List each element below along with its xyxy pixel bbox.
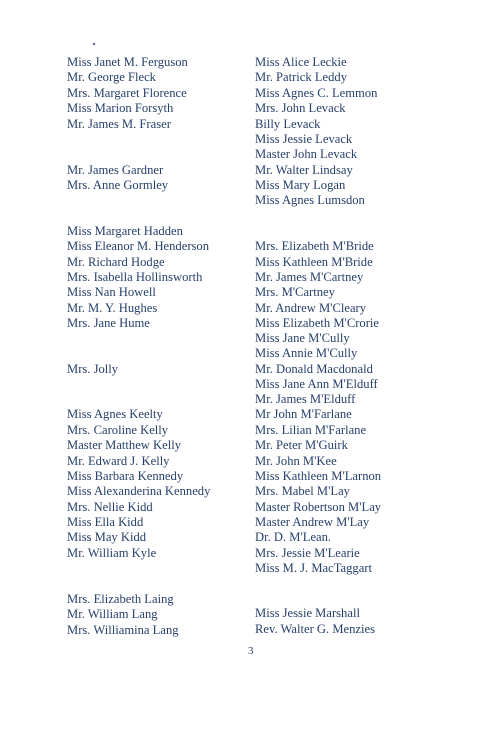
list-item: Mrs. Jolly bbox=[67, 362, 119, 376]
list-item: Dr. D. M'Lean. bbox=[255, 530, 332, 544]
list-item: Mr. Andrew M'Cleary bbox=[255, 301, 367, 315]
list-item: Mrs. Williamina Lang bbox=[67, 623, 179, 637]
list-item: Mrs. Margaret Florence bbox=[67, 86, 187, 100]
list-item: Miss Nan Howell bbox=[67, 285, 156, 299]
list-item: Miss Agnes C. Lemmon bbox=[255, 86, 378, 100]
list-item: Miss Alexanderina Kennedy bbox=[67, 484, 211, 498]
list-item: Mr. M. Y. Hughes bbox=[67, 301, 158, 315]
list-item: Mr. James Gardner bbox=[67, 163, 164, 177]
list-item: Mrs. Elizabeth M'Bride bbox=[255, 239, 374, 253]
list-item: Master Andrew M'Lay bbox=[255, 515, 370, 529]
list-item: Mr. Peter M'Guirk bbox=[255, 438, 348, 452]
list-item: Mrs. Anne Gormley bbox=[67, 178, 169, 192]
list-item: Miss Barbara Kennedy bbox=[67, 469, 184, 483]
list-item: Mr. William Lang bbox=[67, 607, 158, 621]
list-item: Mrs. Caroline Kelly bbox=[67, 423, 169, 437]
page-number: 3 bbox=[248, 645, 254, 657]
list-item: Mrs. M'Cartney bbox=[255, 285, 335, 299]
list-item: Mr. Patrick Leddy bbox=[255, 70, 347, 84]
list-item: Mr. George Fleck bbox=[67, 70, 156, 84]
list-item: Miss Margaret Hadden bbox=[67, 224, 183, 238]
list-item: Mr. James M'Cartney bbox=[255, 270, 364, 284]
list-item: Mrs. Nellie Kidd bbox=[67, 500, 153, 514]
list-item: Mr. Walter Lindsay bbox=[255, 163, 353, 177]
list-item: Miss Jane M'Cully bbox=[255, 331, 350, 345]
list-item: Mrs. Mabel M'Lay bbox=[255, 484, 350, 498]
list-item: Mr. James M. Fraser bbox=[67, 117, 171, 131]
list-item: Miss Marion Forsyth bbox=[67, 101, 174, 115]
list-item: Mr John M'Farlane bbox=[255, 407, 352, 421]
list-item: Miss Jane Ann M'Elduff bbox=[255, 377, 378, 391]
list-item: Mrs. Jane Hume bbox=[67, 316, 150, 330]
list-item: Mr. Donald Macdonald bbox=[255, 362, 373, 376]
list-item: Miss Annie M'Cully bbox=[255, 346, 358, 360]
list-item: Miss Mary Logan bbox=[255, 178, 346, 192]
list-item: Miss Jessie Levack bbox=[255, 132, 353, 146]
list-item: Mr. James M'Elduff bbox=[255, 392, 356, 406]
list-item: Mrs. Isabella Hollinsworth bbox=[67, 270, 203, 284]
list-item: Miss May Kidd bbox=[67, 530, 147, 544]
list-item: Rev. Walter G. Menzies bbox=[255, 622, 375, 636]
list-item: Billy Levack bbox=[255, 117, 321, 131]
list-item: Miss Janet M. Ferguson bbox=[67, 55, 188, 69]
list-item: Master John Levack bbox=[255, 147, 358, 161]
list-item: Miss Ella Kidd bbox=[67, 515, 144, 529]
list-item: Miss Agnes Lumsdon bbox=[255, 193, 365, 207]
list-item: Miss Alice Leckie bbox=[255, 55, 347, 69]
list-item: Mr. Richard Hodge bbox=[67, 255, 165, 269]
list-item: Mrs. Jessie M'Learie bbox=[255, 546, 360, 560]
list-item: Mr. Edward J. Kelly bbox=[67, 454, 170, 468]
list-item: Master Robertson M'Lay bbox=[255, 500, 382, 514]
list-item: Mr. William Kyle bbox=[67, 546, 157, 560]
list-item: Master Matthew Kelly bbox=[67, 438, 182, 452]
list-item: Miss Jessie Marshall bbox=[255, 606, 360, 620]
list-item: Miss Kathleen M'Larnon bbox=[255, 469, 382, 483]
list-item: Mrs. Lilian M'Farlane bbox=[255, 423, 367, 437]
list-item: Miss Elizabeth M'Crorie bbox=[255, 316, 379, 330]
list-item: Mrs. John Levack bbox=[255, 101, 346, 115]
list-item: Mrs. Elizabeth Laing bbox=[67, 592, 174, 606]
list-item: Miss M. J. MacTaggart bbox=[255, 561, 372, 575]
list-item: Miss Eleanor M. Henderson bbox=[67, 239, 210, 253]
list-item: Miss Kathleen M'Bride bbox=[255, 255, 373, 269]
list-item: Miss Agnes Keelty bbox=[67, 407, 163, 421]
list-item: Mr. John M'Kee bbox=[255, 454, 337, 468]
ink-speck bbox=[93, 43, 95, 45]
